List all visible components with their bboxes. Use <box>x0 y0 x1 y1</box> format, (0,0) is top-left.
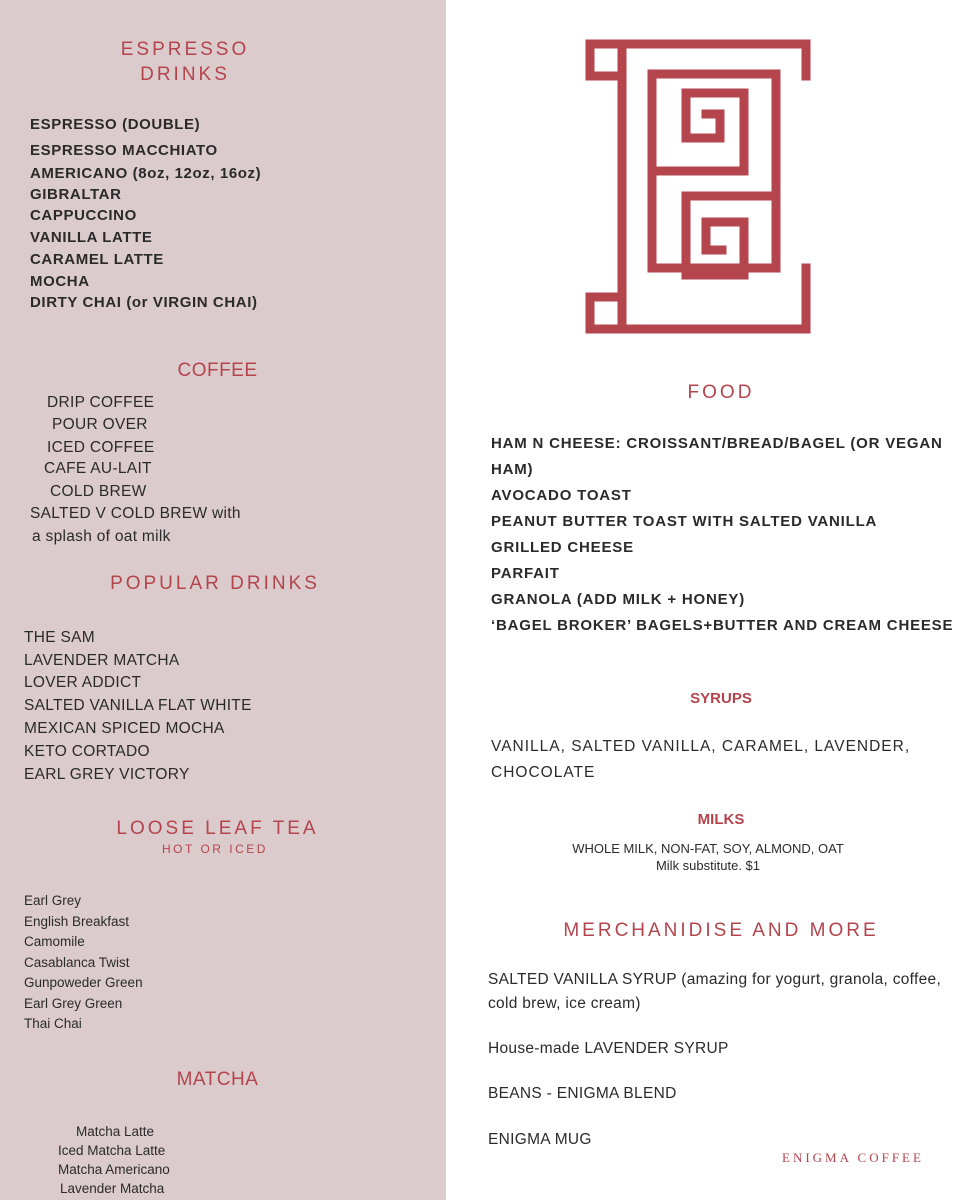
tea-item: Gunpoweder Green <box>24 975 143 990</box>
espresso-item: ESPRESSO MACCHIATO <box>30 142 218 159</box>
popular-heading: POPULAR DRINKS <box>110 573 320 594</box>
food-heading: FOOD <box>687 382 755 403</box>
popular-item: MEXICAN SPICED MOCHA <box>24 720 225 737</box>
syrups-heading: SYRUPS <box>690 690 752 707</box>
milks-line: WHOLE MILK, NON-FAT, SOY, ALMOND, OAT <box>572 841 844 856</box>
brand-name: ENIGMA COFFEE <box>782 1150 924 1165</box>
enigma-logo-icon <box>584 36 814 336</box>
matcha-item: Matcha Americano <box>58 1162 170 1177</box>
espresso-item: CAPPUCCINO <box>30 207 137 224</box>
food-item: AVOCADO TOAST <box>491 487 632 504</box>
coffee-item: CAFE AU-LAIT <box>44 460 152 477</box>
merch-item: SALTED VANILLA SYRUP (amazing for yogurt, granola, coffee, <box>488 971 942 988</box>
tea-item: Earl Grey Green <box>24 996 123 1011</box>
merch-item: ENIGMA MUG <box>488 1131 592 1148</box>
milks-heading: MILKS <box>697 811 745 828</box>
merch-item: House-made LAVENDER SYRUP <box>488 1040 729 1057</box>
espresso-heading-line1: ESPRESSO <box>120 39 250 60</box>
food-item: GRILLED CHEESE <box>491 539 634 556</box>
food-item: HAM N CHEESE: CROISSANT/BREAD/BAGEL (OR VEGAN <box>491 435 943 452</box>
popular-item: THE SAM <box>24 629 95 646</box>
merch-item: cold brew, ice cream) <box>488 995 641 1012</box>
espresso-item: AMERICANO (8oz, 12oz, 16oz) <box>30 165 262 182</box>
matcha-heading: MATCHA <box>176 1069 259 1090</box>
coffee-item: POUR OVER <box>52 416 148 433</box>
matcha-item: Lavender Matcha <box>60 1181 165 1196</box>
coffee-item: COLD BREW <box>50 483 147 500</box>
tea-item: English Breakfast <box>24 914 130 929</box>
coffee-item: ICED COFFEE <box>47 439 155 456</box>
espresso-item: CARAMEL LATTE <box>30 251 164 268</box>
tea-item: Camomile <box>24 934 85 949</box>
popular-item: LOVER ADDICT <box>24 674 142 691</box>
espresso-item: DIRTY CHAI (or VIRGIN CHAI) <box>30 294 258 311</box>
coffee-item: a splash of oat milk <box>32 528 171 545</box>
food-item: PARFAIT <box>491 565 560 582</box>
coffee-item: DRIP COFFEE <box>47 394 155 411</box>
food-item: GRANOLA (ADD MILK + HONEY) <box>491 591 745 608</box>
espresso-item: ESPRESSO (DOUBLE) <box>30 116 201 133</box>
left-panel <box>0 0 446 1200</box>
tea-subheading: HOT OR ICED <box>162 842 268 856</box>
espresso-item: GIBRALTAR <box>30 186 122 203</box>
syrups-line: CHOCOLATE <box>491 764 596 781</box>
coffee-item: SALTED V COLD BREW with <box>30 505 241 522</box>
popular-item: SALTED VANILLA FLAT WHITE <box>24 697 252 714</box>
matcha-item: Iced Matcha Latte <box>58 1143 166 1158</box>
espresso-heading <box>60 37 310 87</box>
syrups-line: VANILLA, SALTED VANILLA, CARAMEL, LAVENDER, <box>491 738 911 755</box>
popular-item: EARL GREY VICTORY <box>24 766 190 783</box>
milk-substitute-price: Milk substitute. $1 <box>655 858 761 873</box>
right-panel <box>446 0 978 1200</box>
merch-heading: MERCHANIDISE AND MORE <box>563 920 879 941</box>
food-item: PEANUT BUTTER TOAST WITH SALTED VANILLA <box>491 513 878 530</box>
tea-item: Earl Grey <box>24 893 82 908</box>
coffee-heading: COFFEE <box>177 360 258 381</box>
tea-item: Casablanca Twist <box>24 955 130 970</box>
popular-item: KETO CORTADO <box>24 743 150 760</box>
tea-item: Thai Chai <box>24 1016 82 1031</box>
merch-item: BEANS - ENIGMA BLEND <box>488 1085 677 1102</box>
food-item: ‘BAGEL BROKER’ BAGELS+BUTTER AND CREAM CHEESE <box>491 617 954 634</box>
matcha-item: Matcha Latte <box>76 1124 155 1139</box>
espresso-item: VANILLA LATTE <box>30 229 153 246</box>
tea-heading: LOOSE LEAF TEA <box>116 818 319 839</box>
food-item: HAM) <box>491 461 534 478</box>
espresso-heading-line2: DRINKS <box>140 64 230 85</box>
espresso-item: MOCHA <box>30 273 90 290</box>
popular-item: LAVENDER MATCHA <box>24 652 180 669</box>
